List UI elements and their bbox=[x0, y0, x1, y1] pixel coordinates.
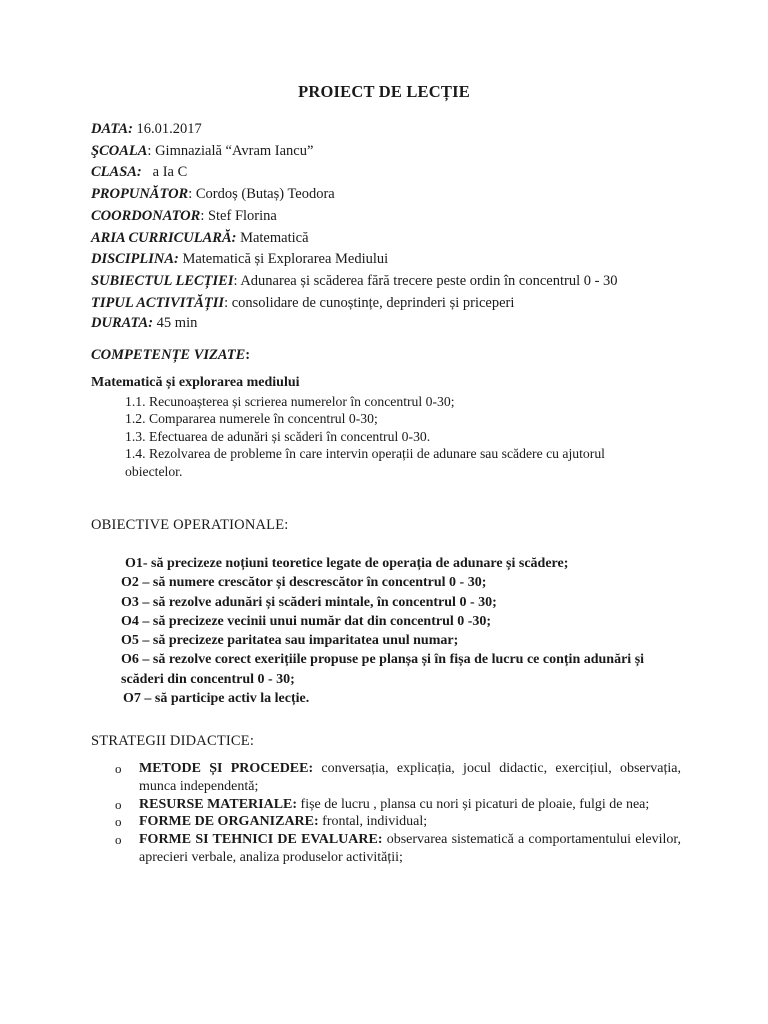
meta-label: COORDONATOR bbox=[91, 207, 201, 224]
item-text: fișe de lucru , plansa cu nori și picaturi de ploaie, fulgi de nea; bbox=[297, 796, 650, 812]
list-item: O3 – să rezolve adunări și scăderi mintale, în concentrul 0 - 30; bbox=[121, 594, 497, 610]
meta-duration bbox=[91, 314, 691, 333]
list-item bbox=[91, 796, 681, 814]
competences-heading-colon: : bbox=[245, 347, 251, 363]
bullet-icon: o bbox=[115, 814, 122, 830]
meta-discipline bbox=[91, 249, 691, 271]
item-heading: FORME DE ORGANIZARE: bbox=[139, 814, 319, 830]
meta-value: 45 min bbox=[153, 315, 198, 332]
list-item: O5 – să precizeze paritatea sau imparitatea unul numar; bbox=[121, 633, 459, 649]
list-item: O1- să precizeze noțiuni teoretice legate de operația de adunare și scădere; bbox=[125, 556, 569, 571]
list-item: 1.3. Efectuarea de adunări și scăderi în concentrul 0-30. bbox=[125, 428, 431, 444]
item-text: frontal, individual; bbox=[318, 814, 428, 830]
meta-label: DISCIPLINA: bbox=[91, 251, 179, 268]
meta-value: : Cordoș (Butaș) Teodora bbox=[188, 186, 335, 203]
lesson-metadata bbox=[91, 119, 691, 333]
competences-list bbox=[125, 393, 665, 480]
list-item: O2 – să numere crescător și descrescător în concentrul 0 - 30; bbox=[121, 575, 487, 591]
meta-value: Matematică bbox=[236, 229, 309, 246]
item-text: conversația, explicația, jocul didactic, exercițiul, observația, munca independentă; bbox=[139, 761, 681, 794]
list-item: O4 – să precizeze vecinii unui număr dat din concentrul 0 -30; bbox=[121, 613, 492, 629]
meta-label: PROPUNĂTOR bbox=[91, 186, 189, 203]
meta-label: CLASA: bbox=[91, 164, 142, 181]
meta-date bbox=[91, 119, 691, 141]
bullet-icon: o bbox=[115, 832, 122, 848]
list-item: 1.2. Compararea numerele în concentrul 0-30; bbox=[125, 411, 378, 427]
meta-label: TIPUL ACTIVITĂȚII bbox=[91, 294, 225, 311]
list-item bbox=[91, 760, 681, 796]
item-text: observarea sistematică a comportamentului elevilor, aprecieri verbale, analiza produselor activității; bbox=[139, 832, 681, 865]
meta-label: ARIA CURRICULARĂ: bbox=[91, 229, 237, 246]
meta-school bbox=[91, 141, 691, 163]
meta-label: ŞCOALA bbox=[91, 142, 148, 159]
meta-value: : Gimnazială “Avram Iancu” bbox=[147, 142, 314, 159]
meta-label: SUBIECTUL LECȚIEI bbox=[91, 272, 234, 289]
meta-subject bbox=[91, 271, 691, 293]
competences-heading bbox=[91, 347, 250, 364]
meta-label: DATA: bbox=[91, 121, 133, 137]
meta-proposer bbox=[91, 184, 691, 206]
page-title: PROIECT DE LECȚIE bbox=[298, 82, 470, 101]
objectives-list bbox=[123, 554, 683, 708]
competences-subject: Matematică și explorarea mediului bbox=[91, 375, 300, 390]
meta-activity-type bbox=[91, 293, 691, 315]
objectives-heading: OBIECTIVE OPERATIONALE: bbox=[91, 517, 289, 533]
meta-value: Matematică și Explorarea Mediului bbox=[178, 251, 389, 268]
bullet-icon: o bbox=[115, 796, 122, 812]
list-item: O6 – să rezolve corect exerițiile propuse pe planșa și în fișa de lucru ce conțin adunări și scăderi din concentrul 0 - 30; bbox=[121, 652, 645, 687]
list-item bbox=[91, 813, 681, 831]
meta-value: a Ia C bbox=[141, 164, 188, 181]
meta-class bbox=[91, 162, 691, 184]
meta-curricular-area bbox=[91, 228, 691, 250]
meta-value: 16.01.2017 bbox=[132, 121, 202, 137]
item-heading: RESURSE MATERIALE: bbox=[139, 796, 298, 812]
bullet-icon: o bbox=[115, 761, 122, 776]
strategies-heading: STRATEGII DIDACTICE: bbox=[91, 733, 255, 749]
meta-label: DURATA: bbox=[91, 315, 154, 332]
item-heading: FORME SI TEHNICI DE EVALUARE: bbox=[139, 832, 383, 848]
competences-heading-text: COMPETENȚE VIZATE bbox=[91, 347, 246, 363]
list-item bbox=[91, 831, 681, 867]
list-item: O7 – să participe activ la lecție. bbox=[123, 691, 310, 707]
strategies-list bbox=[91, 760, 681, 867]
meta-value: : Adunarea și scăderea fără trecere peste ordin în concentrul 0 - 30 bbox=[233, 272, 618, 289]
meta-value: : Stef Florina bbox=[200, 207, 277, 224]
list-item: 1.4. Rezolvarea de probleme în care intervin operații de adunare sau scădere cu ajutorul obiectelor. bbox=[125, 446, 605, 479]
list-item: 1.1. Recunoașterea și scrierea numerelor în concentrul 0-30; bbox=[125, 394, 455, 409]
item-heading: METODE ȘI PROCEDEE: bbox=[139, 761, 314, 776]
meta-coordinator bbox=[91, 206, 691, 228]
meta-value: : consolidare de cunoștințe, deprinderi și priceperi bbox=[224, 294, 515, 311]
